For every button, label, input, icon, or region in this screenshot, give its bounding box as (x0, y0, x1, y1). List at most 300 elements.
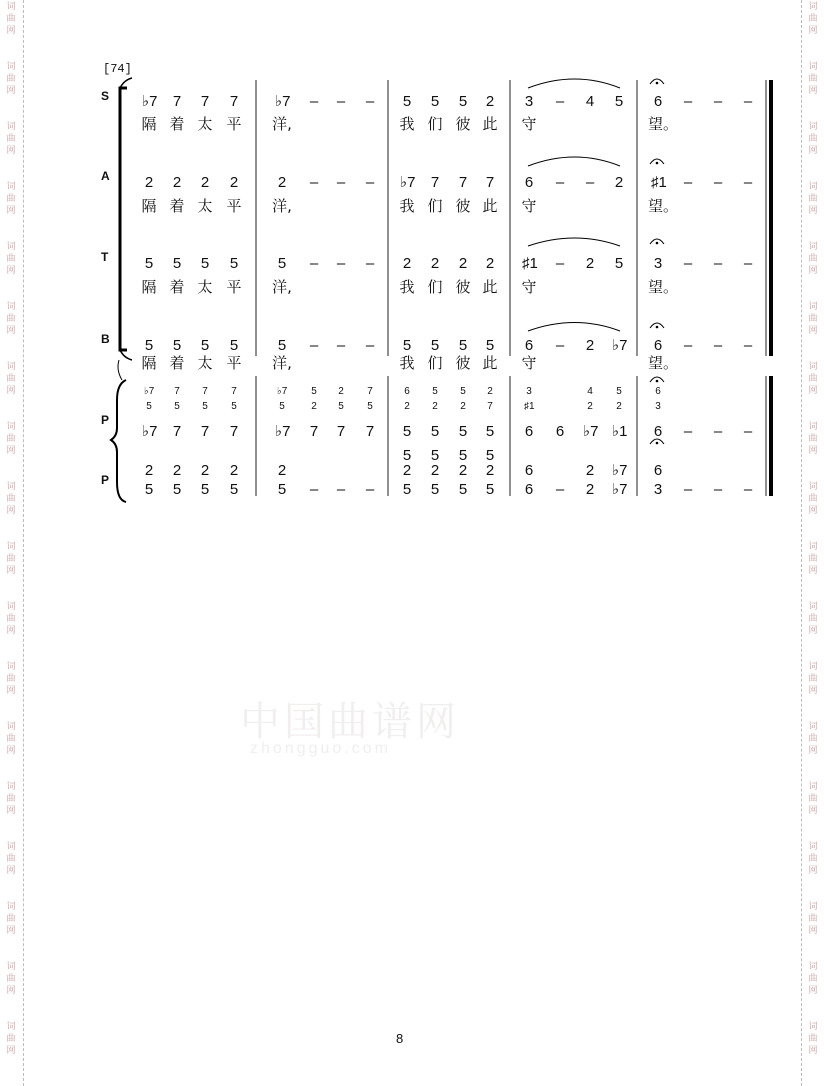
side-watermark-char: 网 (6, 926, 16, 936)
side-watermark-char: 曲 (808, 854, 818, 864)
piano-rh-note: 5 (432, 386, 438, 397)
piano-rh-note: 6 (655, 386, 661, 397)
piano-rh-note: ♭7 (583, 423, 599, 440)
tenor-note: 2 (458, 255, 468, 272)
side-watermark-char: 网 (808, 26, 818, 36)
piano-lh-note: 2 (430, 462, 440, 479)
piano-lh-note: 5 (277, 481, 287, 498)
lyric-syllable: 洋, (272, 115, 292, 133)
bass-note: – (365, 337, 375, 354)
lyric-syllable: 着 (169, 354, 185, 372)
soprano-note: – (365, 93, 375, 110)
bass-note: – (743, 337, 753, 354)
piano-rh-note: 2 (404, 401, 410, 412)
lyric-syllable: 平 (226, 354, 242, 372)
bass-note: 6 (653, 337, 663, 354)
tenor-note: 5 (200, 255, 210, 272)
piano-lh-note: 2 (277, 462, 287, 479)
lyric-syllable: 太 (197, 197, 213, 215)
side-watermark-char: 曲 (6, 794, 16, 804)
side-watermark-char: 网 (6, 206, 16, 216)
side-watermark-char: 网 (6, 806, 16, 816)
side-watermark-char: 曲 (6, 974, 16, 984)
piano-rh-note: 5 (174, 401, 180, 412)
tenor-note: 5 (229, 255, 239, 272)
side-watermark-char: 词 (808, 242, 818, 252)
bass-note: 5 (430, 337, 440, 354)
side-watermark-char: 曲 (808, 734, 818, 744)
piano-rh-note: 6 (404, 386, 410, 397)
side-watermark-char: 曲 (808, 134, 818, 144)
side-watermark-char: 网 (808, 86, 818, 96)
side-watermark-char: 网 (808, 146, 818, 156)
alto-note: 7 (430, 174, 440, 191)
bass-note: – (336, 337, 346, 354)
soprano-note: ♭7 (275, 93, 291, 110)
tenor-note: ♯1 (522, 255, 538, 272)
side-watermark-char: 网 (808, 566, 818, 576)
piano-rh-note: 5 (460, 386, 466, 397)
piano-rh-note: 2 (487, 386, 493, 397)
side-watermark-char: 词 (6, 722, 16, 732)
side-watermark-char: 曲 (808, 194, 818, 204)
piano-rh-note: 6 (555, 423, 565, 440)
lyric-syllable: 此 (482, 278, 498, 296)
piano-brace (111, 380, 126, 502)
piano-lh-note: – (309, 481, 319, 498)
side-watermark-char: 网 (808, 686, 818, 696)
soprano-note: – (309, 93, 319, 110)
lyric-syllable: 太 (197, 278, 213, 296)
bass-note: – (555, 337, 565, 354)
soprano-note: 5 (402, 93, 412, 110)
side-watermark-char: 词 (6, 602, 16, 612)
piano-rh-note: 7 (336, 423, 346, 440)
piano-lh-note: 5 (430, 481, 440, 498)
soprano-note: 7 (172, 93, 182, 110)
side-watermark-char: 网 (808, 866, 818, 876)
tenor-note: 5 (172, 255, 182, 272)
bass-note: 5 (485, 337, 495, 354)
piano-rh-note: – (743, 423, 753, 440)
piano-rh-note: 7 (231, 386, 237, 397)
side-watermark-char: 曲 (808, 914, 818, 924)
side-watermark-char: 词 (808, 422, 818, 432)
center-watermark-url: zhongguo.com (250, 740, 391, 757)
bass-note: 5 (458, 337, 468, 354)
side-watermark-char: 网 (808, 926, 818, 936)
side-watermark-char: 词 (6, 782, 16, 792)
piano-lh-note: 6 (524, 462, 534, 479)
alto-note: 2 (614, 174, 624, 191)
lyric-syllable: 此 (482, 197, 498, 215)
piano-lh-note: 5 (402, 447, 412, 464)
lyric-syllable: 彼 (455, 278, 471, 296)
side-watermark-char: 网 (6, 686, 16, 696)
piano-rh-note: 2 (460, 401, 466, 412)
side-watermark-char: 曲 (808, 254, 818, 264)
side-watermark-char: 词 (808, 62, 818, 72)
side-watermark-char: 词 (6, 962, 16, 972)
soprano-note: – (336, 93, 346, 110)
side-watermark-char: 曲 (6, 1034, 16, 1044)
side-watermark-char: 曲 (808, 494, 818, 504)
slur-alto (528, 157, 620, 166)
lyric-syllable: 守 (521, 115, 537, 133)
bass-note: – (713, 337, 723, 354)
piano-rh-note: 3 (526, 386, 532, 397)
lyric-syllable: 平 (226, 115, 242, 133)
lyric-syllable: 此 (482, 115, 498, 133)
piano-lh-note: – (683, 481, 693, 498)
piano-lh-note: 6 (653, 462, 663, 479)
piano-rh-note: ♭7 (277, 386, 288, 397)
lyric-syllable: 太 (197, 115, 213, 133)
side-watermark-char: 曲 (6, 374, 16, 384)
piano-lh-note: 2 (585, 462, 595, 479)
piano-rh-note: 5 (231, 401, 237, 412)
piano-rh-note: 7 (487, 401, 493, 412)
lyric-syllable: 平 (226, 278, 242, 296)
piano-rh-note: 7 (367, 386, 373, 397)
alto-note: – (743, 174, 753, 191)
lyric-syllable: 平 (226, 197, 242, 215)
lyric-syllable: 我 (399, 115, 415, 133)
side-watermark-char: 网 (6, 26, 16, 36)
side-watermark-char: 词 (6, 482, 16, 492)
soprano-note: 2 (485, 93, 495, 110)
side-watermark-char: 词 (808, 122, 818, 132)
piano-lh-note: 6 (524, 481, 534, 498)
side-watermark-char: 网 (6, 146, 16, 156)
tenor-note: 5 (614, 255, 624, 272)
bass-note: 5 (402, 337, 412, 354)
piano-rh-note: 7 (200, 423, 210, 440)
piano-lh-note: 2 (402, 462, 412, 479)
alto-note: ♯1 (651, 174, 667, 191)
side-watermark-char: 词 (808, 362, 818, 372)
side-watermark-char: 网 (6, 86, 16, 96)
side-watermark-char: 词 (6, 182, 16, 192)
side-watermark-char: 曲 (808, 614, 818, 624)
side-watermark-char: 曲 (808, 554, 818, 564)
side-watermark-char: 词 (6, 902, 16, 912)
side-watermark-char: 词 (6, 302, 16, 312)
piano-rh-note: 5 (338, 401, 344, 412)
side-watermark-char: 词 (6, 422, 16, 432)
side-watermark-char: 网 (808, 986, 818, 996)
lyric-syllable: 彼 (455, 197, 471, 215)
bass-note: 5 (200, 337, 210, 354)
bass-note: ♭7 (612, 337, 628, 354)
side-watermark-char: 曲 (6, 434, 16, 444)
piano-lh-note: 5 (485, 447, 495, 464)
tenor-note: 2 (402, 255, 412, 272)
piano-rh-note: 5 (367, 401, 373, 412)
side-watermark-char: 词 (6, 1022, 16, 1032)
side-watermark-char: 曲 (6, 914, 16, 924)
piano-rh-note: 7 (172, 423, 182, 440)
side-watermark-char: 曲 (808, 974, 818, 984)
piano-lh-note: 5 (458, 481, 468, 498)
piano-rh-note: ♭1 (612, 423, 628, 440)
side-watermark-char: 网 (6, 326, 16, 336)
slur-bass (528, 323, 620, 332)
side-watermark-char: 词 (808, 302, 818, 312)
lyric-syllable: 着 (169, 197, 185, 215)
side-watermark-char: 词 (808, 902, 818, 912)
piano-lh-note: – (555, 481, 565, 498)
side-watermark-char: 曲 (6, 74, 16, 84)
side-watermark-char: 词 (808, 842, 818, 852)
piano-lh-note: – (336, 481, 346, 498)
lyric-syllable: 洋, (272, 278, 292, 296)
piano-lh-note: ♭7 (612, 462, 628, 479)
side-watermark-char: 词 (808, 662, 818, 672)
side-watermark-char: 网 (808, 326, 818, 336)
tenor-note: 5 (144, 255, 154, 272)
piano-rh-note: 5 (146, 401, 152, 412)
side-watermark-char: 曲 (6, 254, 16, 264)
lyric-syllable: 此 (482, 354, 498, 372)
page-number: 8 (396, 1031, 404, 1046)
piano-rh-note: 5 (485, 423, 495, 440)
slur-tenor (528, 238, 620, 246)
soprano-note: 5 (430, 93, 440, 110)
lyric-syllable: 隔 (141, 354, 157, 372)
piano-rh-note: ♯1 (524, 401, 535, 412)
soprano-note: – (555, 93, 565, 110)
piano-lh-note: 5 (144, 481, 154, 498)
side-watermark-char: 网 (6, 506, 16, 516)
piano-lh-note: – (743, 481, 753, 498)
piano-lh-note: 5 (172, 481, 182, 498)
side-watermark-char: 曲 (808, 794, 818, 804)
side-watermark-char: 词 (6, 542, 16, 552)
tenor-note: – (336, 255, 346, 272)
piano-rh-note: 5 (202, 401, 208, 412)
side-watermark-char: 曲 (6, 734, 16, 744)
piano-rh-note: 6 (653, 423, 663, 440)
piano-rh-note: 5 (616, 386, 622, 397)
alto-note: ♭7 (400, 174, 416, 191)
alto-note: 2 (277, 174, 287, 191)
side-watermark-char: 词 (808, 2, 818, 12)
soprano-note: 7 (200, 93, 210, 110)
piano-rh-note: 7 (174, 386, 180, 397)
side-watermark-char: 词 (6, 242, 16, 252)
piano-lh-note: – (713, 481, 723, 498)
piano-rh-note: ♭7 (275, 423, 291, 440)
tenor-note: 2 (485, 255, 495, 272)
side-watermark-char: 曲 (6, 194, 16, 204)
lyric-syllable: 着 (169, 278, 185, 296)
lyric-syllable: 守 (521, 197, 537, 215)
side-watermark-char: 曲 (808, 1034, 818, 1044)
alto-note: – (365, 174, 375, 191)
side-watermark-char: 曲 (6, 614, 16, 624)
side-watermark-char: 曲 (6, 674, 16, 684)
alto-note: – (683, 174, 693, 191)
piano-lh-note: – (365, 481, 375, 498)
lyric-syllable: 洋, (272, 197, 292, 215)
side-watermark-char: 网 (6, 986, 16, 996)
soprano-note: 3 (524, 93, 534, 110)
alto-note: 2 (144, 174, 154, 191)
soprano-note: 4 (585, 93, 595, 110)
bass-note: 5 (144, 337, 154, 354)
side-watermark-char: 网 (6, 566, 16, 576)
alto-note: – (713, 174, 723, 191)
side-watermark-char: 词 (808, 182, 818, 192)
voice-label-piano-right: P (101, 413, 110, 427)
side-watermark-char: 词 (6, 122, 16, 132)
piano-rh-note: 5 (311, 386, 317, 397)
tenor-note: 5 (277, 255, 287, 272)
soprano-note: 7 (229, 93, 239, 110)
side-watermark-char: 网 (808, 386, 818, 396)
tenor-note: 2 (430, 255, 440, 272)
alto-note: 2 (200, 174, 210, 191)
piano-lh-note: ♭7 (612, 481, 628, 498)
side-watermark-char: 词 (6, 662, 16, 672)
piano-lh-note: 2 (144, 462, 154, 479)
bass-note: – (309, 337, 319, 354)
choir-bracket (120, 88, 127, 350)
tenor-note: – (713, 255, 723, 272)
lyric-syllable: 着 (169, 115, 185, 133)
piano-rh-note: 6 (524, 423, 534, 440)
voice-label-piano-left: P (101, 473, 110, 487)
piano-lh-note: 2 (485, 462, 495, 479)
side-watermark-char: 词 (6, 362, 16, 372)
side-watermark-char: 词 (6, 62, 16, 72)
piano-lh-note: 5 (458, 447, 468, 464)
soprano-note: ♭7 (142, 93, 158, 110)
side-watermark-char: 曲 (6, 494, 16, 504)
side-watermark-char: 词 (6, 2, 16, 12)
measure-number: [74] (103, 62, 132, 76)
soprano-note: – (743, 93, 753, 110)
alto-note: – (585, 174, 595, 191)
tenor-note: – (683, 255, 693, 272)
piano-rh-note: 2 (311, 401, 317, 412)
lyric-syllable: 我 (399, 354, 415, 372)
side-watermark-char: 网 (6, 1046, 16, 1056)
side-watermark-char: 曲 (6, 854, 16, 864)
side-watermark-char: 曲 (6, 554, 16, 564)
piano-rh-note: – (713, 423, 723, 440)
lyric-syllable: 守 (521, 278, 537, 296)
lyric-syllable: 隔 (141, 278, 157, 296)
piano-rh-note: ♭7 (142, 423, 158, 440)
piano-lh-note: 5 (430, 447, 440, 464)
alto-note: – (555, 174, 565, 191)
piano-rh-note: 7 (365, 423, 375, 440)
side-watermark-char: 网 (808, 626, 818, 636)
side-watermark-char: 网 (6, 266, 16, 276)
side-watermark-char: 网 (808, 506, 818, 516)
piano-rh-note: 2 (587, 401, 593, 412)
lyric-syllable: 隔 (141, 197, 157, 215)
side-watermark-char: 曲 (808, 674, 818, 684)
side-watermark-char: 网 (6, 866, 16, 876)
piano-lh-note: 2 (229, 462, 239, 479)
side-watermark-char: 网 (808, 266, 818, 276)
tenor-note: – (743, 255, 753, 272)
soprano-note: 5 (614, 93, 624, 110)
lyric-syllable: 守 (521, 354, 537, 372)
side-watermark-char: 词 (808, 482, 818, 492)
side-watermark-char: 词 (808, 602, 818, 612)
lyric-syllable: 望。 (648, 278, 679, 296)
soprano-note: – (713, 93, 723, 110)
alto-note: 7 (485, 174, 495, 191)
voice-label-alto: A (101, 169, 110, 183)
lyric-syllable: 们 (427, 354, 443, 372)
soprano-note: 5 (458, 93, 468, 110)
piano-rh-note: – (683, 423, 693, 440)
side-watermark-char: 网 (6, 446, 16, 456)
lyric-syllable: 太 (197, 354, 213, 372)
bass-note: 5 (229, 337, 239, 354)
voice-label-tenor: T (101, 250, 109, 264)
tenor-note: – (555, 255, 565, 272)
bass-note: – (683, 337, 693, 354)
bass-note: 5 (172, 337, 182, 354)
piano-lh-note: 2 (585, 481, 595, 498)
side-watermark-char: 曲 (808, 14, 818, 24)
tenor-note: 2 (585, 255, 595, 272)
soprano-note: 6 (653, 93, 663, 110)
lyric-syllable: 望。 (648, 354, 679, 372)
slur-soprano (528, 79, 620, 88)
lyric-syllable: 们 (427, 115, 443, 133)
piano-rh-note: 7 (229, 423, 239, 440)
side-watermark-char: 网 (808, 1046, 818, 1056)
side-watermark-char: 网 (6, 386, 16, 396)
side-watermark-char: 曲 (808, 374, 818, 384)
piano-lh-note: 5 (485, 481, 495, 498)
side-watermark-char: 曲 (808, 314, 818, 324)
piano-lh-note: 2 (458, 462, 468, 479)
piano-lh-note: 2 (172, 462, 182, 479)
side-watermark-char: 网 (808, 206, 818, 216)
tenor-note: 3 (653, 255, 663, 272)
lyric-syllable: 望。 (648, 115, 679, 133)
piano-lh-note: 5 (402, 481, 412, 498)
tenor-note: – (365, 255, 375, 272)
alto-note: 6 (524, 174, 534, 191)
voice-label-soprano: S (101, 89, 110, 103)
side-watermark-char: 曲 (6, 314, 16, 324)
piano-rh-note: 5 (402, 423, 412, 440)
bass-note: 2 (585, 337, 595, 354)
piano-lh-note: 2 (200, 462, 210, 479)
piano-rh-note: 2 (338, 386, 344, 397)
side-watermark-char: 词 (808, 962, 818, 972)
side-watermark-char: 词 (808, 1022, 818, 1032)
side-watermark-char: 网 (808, 806, 818, 816)
piano-rh-note: ♭7 (144, 386, 155, 397)
soprano-note: – (683, 93, 693, 110)
side-watermark-char: 曲 (6, 14, 16, 24)
alto-note: 2 (229, 174, 239, 191)
lyric-syllable: 们 (427, 197, 443, 215)
voice-label-bass: B (101, 332, 110, 346)
lyric-syllable: 们 (427, 278, 443, 296)
center-watermark: 中国曲谱网 (240, 699, 460, 745)
